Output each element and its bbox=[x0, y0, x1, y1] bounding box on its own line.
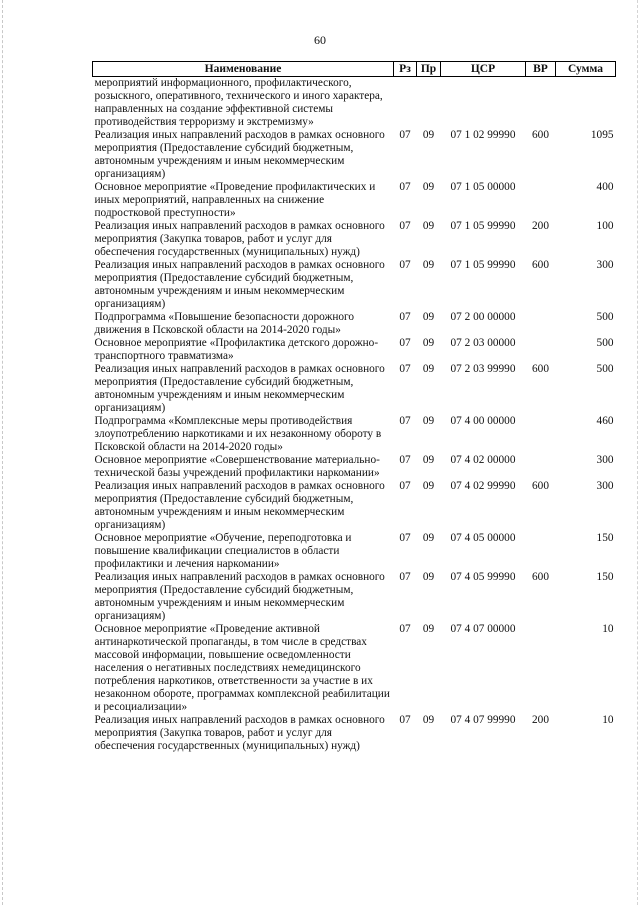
cell-vr: 600 bbox=[532, 129, 549, 141]
cell-vr bbox=[526, 337, 556, 363]
cell-rz: 07 bbox=[399, 623, 411, 635]
table-row bbox=[93, 181, 616, 220]
cell-sum: 500 bbox=[596, 337, 614, 349]
cell-vr bbox=[526, 454, 556, 480]
cell-csr: 07 4 05 00000 bbox=[450, 532, 516, 544]
cell-csr: 07 1 05 99990 bbox=[450, 220, 516, 232]
cell-vr bbox=[526, 77, 556, 130]
table-row bbox=[93, 311, 616, 337]
cell-name: Реализация иных направлений расходов в рамках основного мероприятия (Предоставление субсидий бюджетным, автономным учреждениям и иным некоммерческим организациям) bbox=[94, 129, 385, 180]
cell-sum: 150 bbox=[596, 532, 614, 544]
cell-vr: 200 bbox=[532, 714, 549, 726]
cell-csr: 07 2 03 00000 bbox=[450, 337, 516, 349]
cell-name: Основное мероприятие «Обучение, переподготовка и повышение квалификации специалистов в области профилактики и лечения наркомании» bbox=[94, 532, 352, 570]
table-row bbox=[93, 571, 616, 623]
cell-name: Основное мероприятие «Проведение активной антинаркотической пропаганды, в том числе в средствах массовой информации, повышение осведомленности населения о негативных последствиях немедицинского потребления наркотиков, ответственности за участие в их незаконном обороте, программах комплексной реабилитации и ресоциализации» bbox=[94, 623, 390, 713]
cell-csr: 07 2 03 99990 bbox=[450, 363, 516, 375]
cell-vr: 600 bbox=[532, 571, 549, 583]
cell-sum: 500 bbox=[596, 363, 614, 375]
budget-table bbox=[92, 61, 616, 753]
table-row bbox=[93, 454, 616, 480]
cell-csr: 07 2 00 00000 bbox=[450, 311, 516, 323]
table-row bbox=[93, 363, 616, 415]
cell-sum: 300 bbox=[596, 259, 614, 271]
scan-edge-right bbox=[634, 0, 638, 905]
table-row bbox=[93, 532, 616, 571]
cell-rz: 07 bbox=[399, 571, 411, 583]
table-row bbox=[93, 714, 616, 753]
cell-sum: 300 bbox=[596, 480, 614, 492]
cell-name: Основное мероприятие «Профилактика детского дорожно-транспортного травматизма» bbox=[94, 337, 379, 362]
cell-pr: 09 bbox=[422, 480, 435, 492]
cell-pr: 09 bbox=[422, 337, 435, 349]
cell-rz: 07 bbox=[399, 363, 411, 375]
cell-pr: 09 bbox=[422, 129, 435, 141]
cell-pr: 09 bbox=[422, 415, 435, 427]
cell-csr: 07 1 02 99990 bbox=[450, 129, 516, 141]
column-header-pr: Пр bbox=[417, 62, 441, 77]
table-row bbox=[93, 77, 616, 130]
cell-rz: 07 bbox=[399, 480, 411, 492]
cell-csr: 07 4 07 99990 bbox=[450, 714, 516, 726]
table-header bbox=[93, 62, 616, 77]
cell-rz: 07 bbox=[399, 181, 411, 193]
cell-rz: 07 bbox=[399, 337, 411, 349]
table-row bbox=[93, 259, 616, 311]
cell-rz: 07 bbox=[399, 129, 411, 141]
column-header-sum: Сумма bbox=[556, 62, 616, 77]
cell-sum: 100 bbox=[596, 220, 614, 232]
cell-pr: 09 bbox=[422, 571, 435, 583]
cell-sum: 300 bbox=[596, 454, 614, 466]
cell-vr bbox=[526, 532, 556, 571]
cell-name: Основное мероприятие «Проведение профилактических и иных мероприятий, направленных на снижение подростковой преступности» bbox=[94, 181, 376, 219]
scan-edge-left bbox=[2, 0, 6, 905]
cell-csr: 07 4 02 99990 bbox=[450, 480, 516, 492]
cell-rz: 07 bbox=[399, 220, 411, 232]
cell-vr bbox=[526, 311, 556, 337]
cell-rz: 07 bbox=[399, 311, 411, 323]
cell-vr bbox=[526, 623, 556, 714]
cell-csr: 07 4 07 00000 bbox=[450, 623, 516, 635]
cell-rz: 07 bbox=[399, 714, 411, 726]
cell-name: Реализация иных направлений расходов в рамках основного мероприятия (Предоставление субсидий бюджетным, автономным учреждениям и иным некоммерческим организациям) bbox=[94, 259, 385, 310]
cell-name: Реализация иных направлений расходов в рамках основного мероприятия (Закупка товаров, работ и услуг для обеспечения государственных (муниципальных) нужд) bbox=[94, 714, 385, 752]
table-row bbox=[93, 337, 616, 363]
cell-vr: 200 bbox=[532, 220, 549, 232]
cell-pr: 09 bbox=[422, 181, 435, 193]
cell-name: Реализация иных направлений расходов в рамках основного мероприятия (Предоставление субсидий бюджетным, автономным учреждениям и иным некоммерческим организациям) bbox=[94, 480, 385, 531]
cell-csr: 07 4 00 00000 bbox=[450, 415, 516, 427]
cell-sum: 460 bbox=[596, 415, 614, 427]
header-row bbox=[93, 62, 616, 77]
cell-vr: 600 bbox=[532, 363, 549, 375]
page-number: 60 bbox=[314, 33, 326, 47]
cell-csr: 07 4 05 99990 bbox=[450, 571, 516, 583]
cell-name: Реализация иных направлений расходов в рамках основного мероприятия (Закупка товаров, работ и услуг для обеспечения государственных (муниципальных) нужд) bbox=[94, 220, 385, 258]
cell-name: Подпрограмма «Повышение безопасности дорожного движения в Псковской области на 2014-2020 годы» bbox=[94, 311, 355, 336]
cell-pr: 09 bbox=[422, 259, 435, 271]
table-row bbox=[93, 415, 616, 454]
cell-rz bbox=[394, 77, 417, 130]
cell-pr: 09 bbox=[422, 220, 435, 232]
column-header-rz: Рз bbox=[394, 62, 417, 77]
cell-pr: 09 bbox=[422, 532, 435, 544]
cell-vr: 600 bbox=[532, 259, 549, 271]
cell-sum: 10 bbox=[602, 714, 614, 726]
cell-pr: 09 bbox=[422, 454, 435, 466]
cell-name: мероприятий информационного, профилактического, розыскного, оперативного, технического и иного характера, направленных на создание эффективной системы противодействия терроризму и экстремизму» bbox=[94, 77, 383, 128]
table-row bbox=[93, 129, 616, 181]
cell-rz: 07 bbox=[399, 415, 411, 427]
table-row bbox=[93, 623, 616, 714]
cell-vr bbox=[526, 415, 556, 454]
cell-sum: 150 bbox=[596, 571, 614, 583]
cell-name: Подпрограмма «Комплексные меры противодействия злоупотреблению наркотиками и их незаконному обороту в Псковской области на 2014-2020 годы» bbox=[94, 415, 382, 453]
cell-pr: 09 bbox=[422, 311, 435, 323]
cell-vr bbox=[526, 181, 556, 220]
cell-pr: 09 bbox=[422, 363, 435, 375]
cell-rz: 07 bbox=[399, 259, 411, 271]
table-row bbox=[93, 480, 616, 532]
cell-pr: 09 bbox=[422, 623, 435, 635]
cell-vr: 600 bbox=[532, 480, 549, 492]
cell-sum bbox=[556, 77, 616, 130]
cell-sum: 400 bbox=[596, 181, 614, 193]
cell-sum: 500 bbox=[596, 311, 614, 323]
cell-csr: 07 1 05 99990 bbox=[450, 259, 516, 271]
cell-sum: 1095 bbox=[590, 129, 614, 141]
cell-name: Реализация иных направлений расходов в рамках основного мероприятия (Предоставление субсидий бюджетным, автономным учреждениям и иным некоммерческим организациям) bbox=[94, 363, 385, 414]
cell-pr: 09 bbox=[422, 714, 435, 726]
table-row bbox=[93, 220, 616, 259]
cell-csr: 07 4 02 00000 bbox=[450, 454, 516, 466]
table-body bbox=[93, 77, 616, 754]
cell-name: Основное мероприятие «Совершенствование материально-технической базы учреждений профилактики наркомании» bbox=[94, 454, 380, 479]
cell-rz: 07 bbox=[399, 454, 411, 466]
cell-name: Реализация иных направлений расходов в рамках основного мероприятия (Предоставление субсидий бюджетным, автономным учреждениям и иным некоммерческим организациям) bbox=[94, 571, 385, 622]
cell-csr bbox=[441, 77, 526, 130]
cell-sum: 10 bbox=[602, 623, 614, 635]
cell-pr bbox=[417, 77, 441, 130]
column-header-vr: ВР bbox=[526, 62, 556, 77]
column-header-csr: ЦСР bbox=[441, 62, 526, 77]
cell-rz: 07 bbox=[399, 532, 411, 544]
cell-csr: 07 1 05 00000 bbox=[450, 181, 516, 193]
column-header-name: Наименование bbox=[93, 62, 394, 77]
